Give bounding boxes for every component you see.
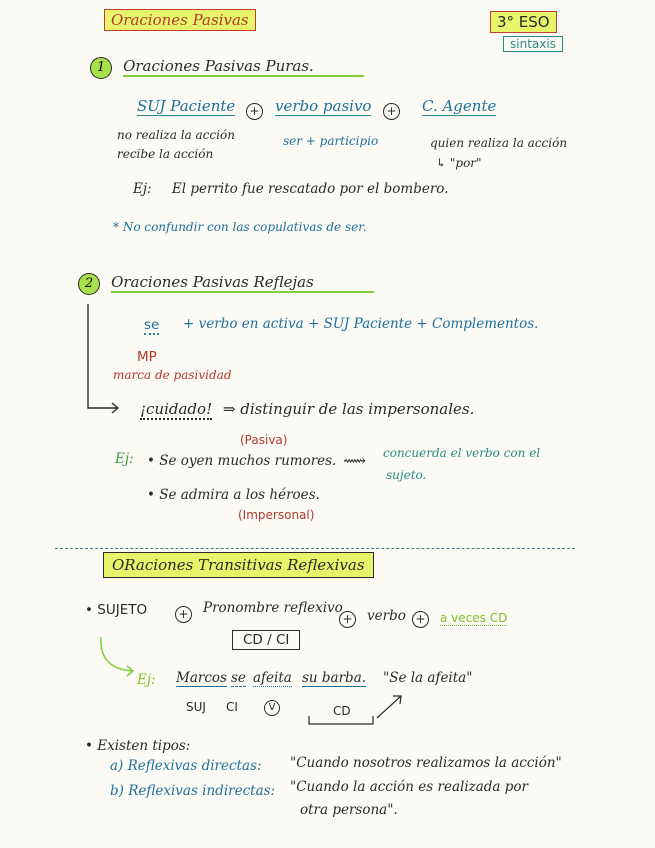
agente-por: ↳ "por" <box>436 156 482 170</box>
tag-cd: CD <box>333 704 351 718</box>
example-afeita: afeita <box>253 670 292 686</box>
formula-rest: + verbo en activa + SUJ Paciente + Complementos. <box>183 316 539 332</box>
cuidado-rest: ⇒ distinguir de las impersonales. <box>222 400 475 418</box>
page-title <box>104 9 256 31</box>
cuidado-line <box>140 400 474 418</box>
sujeto-formula: • SUJETO <box>85 602 148 618</box>
cd-bracket-arrow <box>305 690 415 730</box>
warning-note: * No confundir con las copulativas de ser. <box>113 220 367 234</box>
formula-se: se <box>144 317 160 333</box>
cd-ci-box: CD / CI <box>232 630 300 650</box>
section1-example <box>133 181 449 197</box>
course-badge: 3° ESO <box>490 11 557 33</box>
tipo-b-label: b) Reflexivas indirectas: <box>110 783 276 799</box>
example-text: El perrito fue rescatado por el bombero. <box>171 181 449 197</box>
section3-title: ORaciones Transitivas Reflexivas <box>103 552 374 578</box>
section-divider <box>55 548 575 549</box>
tipo-a-label: a) Reflexivas directas: <box>110 758 262 774</box>
tag-ci: CI <box>226 700 238 714</box>
section2-heading <box>78 272 374 295</box>
example-su-barba: su barba. <box>302 670 367 686</box>
verbo-label: verbo <box>367 608 406 624</box>
section3-ej-label: Ej: <box>137 672 156 688</box>
subject-badge: sintaxis <box>503 36 563 52</box>
bracket-arrow <box>80 300 140 420</box>
c-agente: C. Agente <box>422 97 497 115</box>
section2-ej-label: Ej: <box>115 451 134 467</box>
example-2: • Se admira a los héroes. <box>147 487 320 503</box>
section1-number: 1 <box>90 57 112 79</box>
example-label: Ej: <box>133 181 152 197</box>
tipo-b-text-2: otra persona". <box>300 802 398 818</box>
plus-icon-5: + <box>412 608 429 628</box>
cuidado-word: ¡cuidado! <box>140 400 213 418</box>
impersonal-tag: (Impersonal) <box>238 508 315 522</box>
verbo-note: ser + participio <box>283 134 379 148</box>
example-1: • Se oyen muchos rumores. <box>147 453 337 469</box>
suj-paciente: SUJ Paciente <box>137 97 236 115</box>
page-title-text: Oraciones Pasivas <box>111 11 249 29</box>
section2-number: 2 <box>78 273 100 295</box>
sujeto-label: SUJETO <box>97 602 148 618</box>
plus-icon-2: + <box>383 100 400 120</box>
section2-title: Oraciones Pasivas Reflejas <box>111 273 374 293</box>
example-quote: "Se la afeita" <box>383 670 473 686</box>
plus-icon-1: + <box>246 100 263 120</box>
squiggle-arrow-icon: ⟿ <box>343 451 366 470</box>
aveces-cd: a veces CD <box>440 611 508 625</box>
agente-note: quien realiza la acción <box>430 136 568 150</box>
tag-suj: SUJ <box>186 700 206 714</box>
mp-label: MP <box>137 349 157 365</box>
section1-heading <box>90 56 364 79</box>
plus-icon-4: + <box>339 608 356 628</box>
example-marcos: Marcos <box>176 670 227 686</box>
example-1-note-1: concuerda el verbo con el <box>383 446 541 460</box>
mp-note: marca de pasividad <box>113 368 232 382</box>
example-se: se <box>231 670 246 686</box>
tipos-label: • Existen tipos: <box>85 738 191 754</box>
tag-v: V <box>264 700 280 716</box>
verbo-pasivo: verbo pasivo <box>275 97 372 115</box>
tipo-b-text-1: "Cuando la acción es realizada por <box>290 779 528 795</box>
example-1-note-2: sujeto. <box>386 468 427 482</box>
suj-note-2: recibe la acción <box>117 147 214 161</box>
pronombre-label: Pronombre reflexivo <box>203 600 343 616</box>
section1-title: Oraciones Pasivas Puras. <box>123 57 364 77</box>
plus-icon-3: + <box>175 603 192 623</box>
suj-note-1: no realiza la acción <box>117 128 235 142</box>
pasiva-tag: (Pasiva) <box>240 433 288 447</box>
tipo-a-text: "Cuando nosotros realizamos la acción" <box>290 755 562 771</box>
